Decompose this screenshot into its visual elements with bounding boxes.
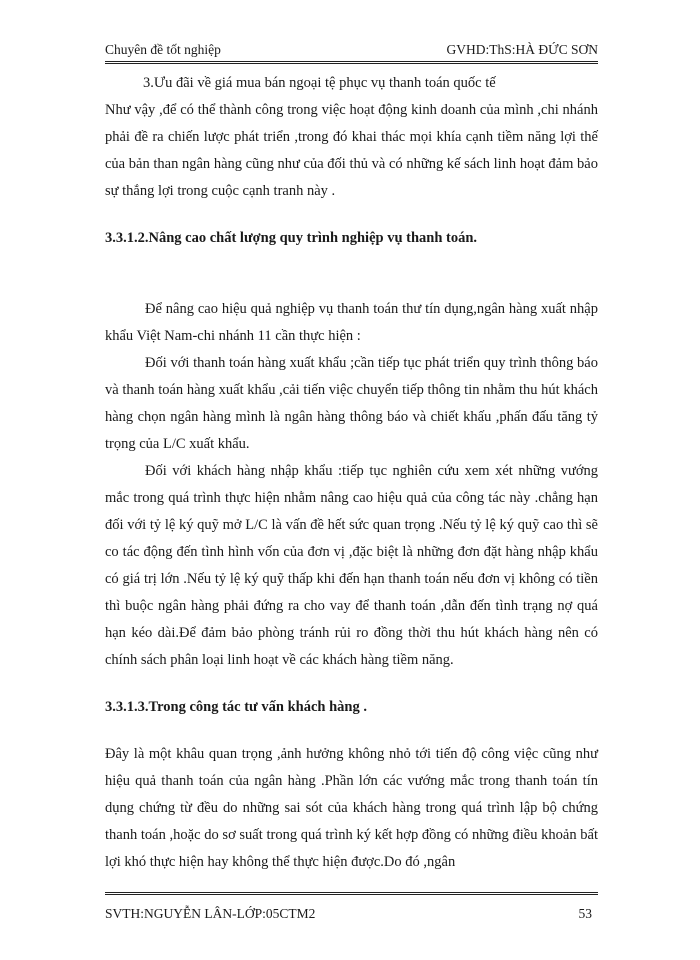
header-course-title: Chuyên đề tốt nghiệp <box>105 42 221 57</box>
header-divider <box>105 61 598 64</box>
section-heading-3-3-1-3: 3.3.1.3.Trong công tác tư vấn khách hàng . <box>105 699 367 715</box>
footer-divider <box>105 892 598 895</box>
paragraph-export-payment: Đối với thanh toán hàng xuất khẩu ;cần tiếp tục phát triển quy trình thông báo và thanh toán hàng xuất khẩu ,cải tiến việc chuyển tiếp thông tin nhằm thu hút khách hàng chọn ngân hàng mình là ngân hàng thông báo và chiết khấu ,phấn đấu tăng tỷ trọng của L/C xuất khẩu. <box>105 355 598 452</box>
header-supervisor: GVHD:ThS:HÀ ĐỨC SƠN <box>446 42 598 57</box>
page-body <box>105 70 598 876</box>
paragraph-incentive: 3.Ưu đãi về giá mua bán ngoại tệ phục vụ thanh toán quốc tế <box>143 75 496 91</box>
paragraph-strategy: Như vậy ,để có thể thành công trong việc hoạt động kinh doanh của mình ,chi nhánh phải đề ra chiến lược phát triển ,trong đó khai thác mọi khía cạnh tiềm năng lợi thế của bản than ngân hàng cũng như của đối thủ và có những kế sách linh hoạt đảm bảo sự thắng lợi trong cuộc cạnh tranh này . <box>105 102 598 199</box>
paragraph-customer-advisory: Đây là một khâu quan trọng ,ảnh hưởng không nhỏ tới tiến độ công việc cũng như hiệu quả thanh toán của ngân hàng .Phần lớn các vướng mắc trong thanh toán tín dụng chứng từ đều do những sai sót của khách hàng trong quá trình lập bộ chứng thanh toán ,hoặc do sơ suất trong quá trình ký kết hợp đồng có những điều khoản bất lợi khó thực hiện hay không thể thực hiện được.Do đó ,ngân <box>105 746 598 870</box>
paragraph-import-customers: Đối với khách hàng nhập khẩu :tiếp tục nghiên cứu xem xét những vướng mắc trong quá trình thực hiện nhằm nâng cao hiệu quả của công tác này .chẳng hạn đối với tỷ lệ ký quỹ mở L/C là vấn đề hết sức quan trọng .Nếu tỷ lệ ký quỹ cao thì sẽ co tác động đến tình hình vốn của đơn vị ,đặc biệt là những đơn đặt hàng nhập khẩu có giá trị lớn .Nếu tỷ lệ ký quỹ thấp khi đến hạn thanh toán nếu đơn vị không có tiền thì buộc ngân hàng phải đứng ra cho vay để thanh toán ,dẫn đến tình trạng nợ quá hạn kéo dài.Để đảm bảo phòng tránh rủi ro đồng thời thu hút khách hàng nên có chính sách phân loại linh hoạt về các khách hàng tiềm năng. <box>105 463 598 668</box>
page-number: 53 <box>578 906 592 921</box>
section-heading-3-3-1-2: 3.3.1.2.Nâng cao chất lượng quy trình nghiệp vụ thanh toán. <box>105 230 478 246</box>
paragraph-payment-improvement: Để nâng cao hiệu quả nghiệp vụ thanh toán thư tín dụng,ngân hàng xuất nhập khẩu Việt Nam-chi nhánh 11 cần thực hiện : <box>105 301 598 344</box>
footer-student-info: SVTH:NGUYỄN LÂN-LỚP:05CTM2 <box>105 906 316 921</box>
